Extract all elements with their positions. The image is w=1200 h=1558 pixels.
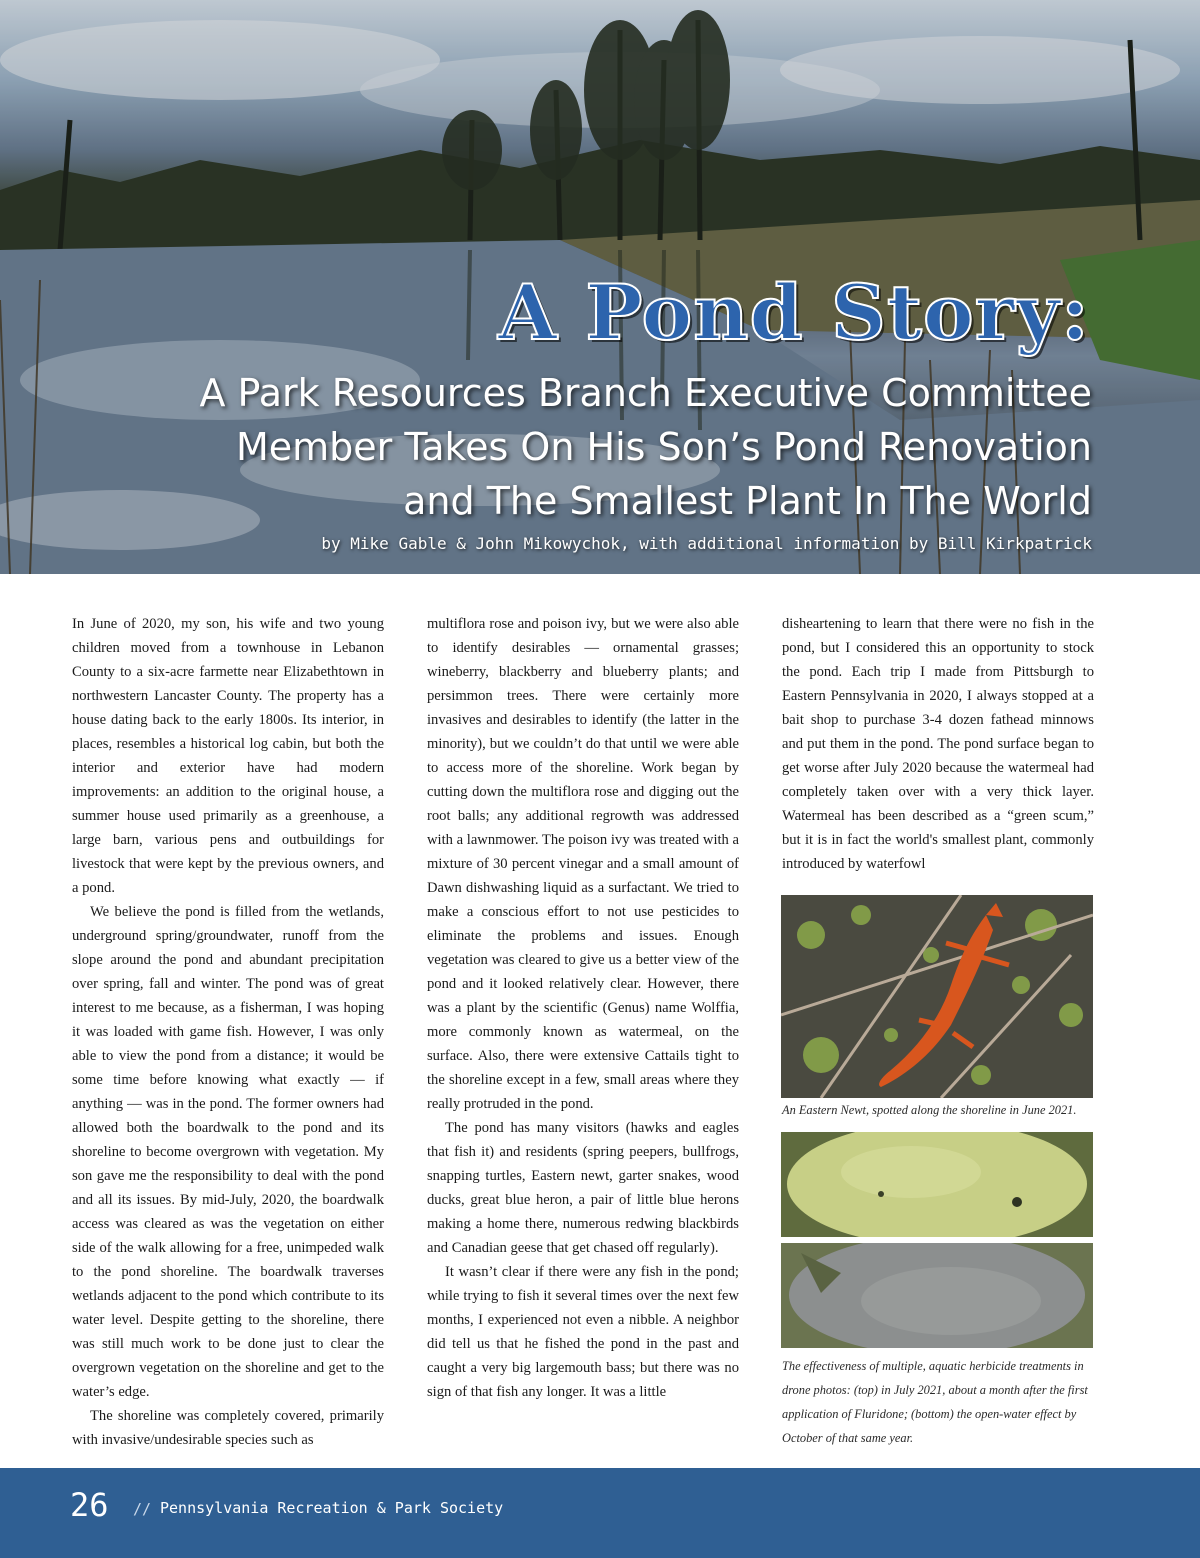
footer-separator: // — [133, 1500, 152, 1518]
paragraph: The shoreline was completely covered, primarily with invasive/undesirable species such as — [72, 1408, 384, 1448]
newt-caption: An Eastern Newt, spotted along the shoreline in June 2021. — [782, 1103, 1077, 1117]
publication-name: Pennsylvania Recreation & Park Society — [160, 1499, 504, 1517]
subtitle-line: A Park Resources Branch Executive Committee — [199, 371, 1092, 415]
article-title: A Pond Story: — [497, 268, 1090, 357]
drone-photo-october — [781, 1243, 1093, 1348]
subtitle-line: and The Smallest Plant In The World — [403, 479, 1092, 523]
hero-banner — [0, 0, 1200, 574]
article-subtitle — [12, 366, 1092, 528]
paragraph: multiflora rose and poison ivy, but we were also able to identify desirables — ornamental grasses; wineberry, blackberry and blueberry plants; and persimmon trees. There were certainly more invasives and desirables to identify (the latter in the minority), but we couldn’t do that until we were able to access more of the shoreline. Work began by cutting down the multiflora rose and digging out the root balls; any additional regrowth was addressed with a lawnmower. The poison ivy was treated with a mixture of 30 percent vinegar and a small amount of Dawn dishwashing liquid as a surfactant. We tried to make a conscious effort to not use pesticides to eliminate the problems and issues. Enough vegetation was cleared to give us a better view of the pond and it looked relatively clear. However, there was a plant by the scientific (Genus) name Wolffia, more commonly known as watermeal, on the surface. Also, there were extensive Cattails tight to the shoreline except in a few, small areas where they really protruded in the pond. — [427, 616, 739, 1112]
paragraph: In June of 2020, my son, his wife and two young children moved from a townhouse in Lebanon County to a six-acre farmette near Elizabethtown in northwestern Lancaster County. The property has a house dating back to the early 1800s. Its interior, in places, resembles a historical log cabin, but both the interior and exterior have had modern improvements: an addition to the original house, a summer house used primarily as a greenhouse, a large barn, various pens and outbuildings for livestock that were kept by the previous owners, and a pond. — [72, 616, 384, 896]
article-column-3 — [782, 612, 1094, 876]
page-number: 26 — [70, 1486, 109, 1524]
paragraph: The pond has many visitors (hawks and eagles that fish it) and residents (spring peepers, bullfrogs, snapping turtles, Eastern newt, garter snakes, wood ducks, great blue heron, a pair of little blue herons making a home there, numerous redwing blackbirds and Canadian geese that get chased off regularly). — [427, 1120, 739, 1256]
page-footer — [0, 1468, 1200, 1558]
article-column-2 — [427, 612, 739, 1404]
paragraph: disheartening to learn that there were no fish in the pond, but I considered this an opportunity to stock the pond. Each trip I made from Pittsburgh to Eastern Pennsylvania in 2020, I always stopped at a bait shop to purchase 3-4 dozen fathead minnows and put them in the pond. The pond surface began to get worse after July 2020 because the watermeal had completely taken over with a very thick layer. Watermeal has been described as a “green scum,” but it is in fact the world's smallest plant, commonly introduced by waterfowl — [782, 616, 1094, 872]
article-column-1 — [72, 612, 384, 1452]
subtitle-line: Member Takes On His Son’s Pond Renovation — [235, 425, 1092, 469]
newt-photo — [781, 895, 1093, 1098]
paragraph: We believe the pond is filled from the wetlands, underground spring/groundwater, runoff from the slope around the pond and abundant precipitation over spring, fall and winter. The pond was of great interest to me because, as a fisherman, I was hoping it was loaded with game fish. However, I was only able to view the pond from a distance; it would be some time before knowing what exactly — if anything — was in the pond. The former owners had allowed both the boardwalk to the pond and its shoreline to become overgrown with vegetation. My son gave me the responsibility to deal with the pond and all its issues. By mid-July, 2020, the boardwalk access was cleared as was the vegetation on either side of the walk allowing for a free, unimpeded walk to the pond shoreline. The boardwalk traverses wetlands adjacent to the pond which contribute to its water level. Despite getting to the shoreline, there was still much work to be done just to clear the overgrown vegetation on the shoreline and get to the water’s edge. — [72, 904, 384, 1400]
drone-photo-july — [781, 1132, 1093, 1237]
drone-caption: The effectiveness of multiple, aquatic herbicide treatments in drone photos: (top) in July 2021, about a month after the first application of Fluridone; (bottom) the open-water effect by October of that same year. — [782, 1359, 1088, 1445]
paragraph: It wasn’t clear if there were any fish in the pond; while trying to fish it several times over the next few months, I experienced not even a nibble. A neighbor did tell us that he fished the pond in the past and caught a very big largemouth bass; but there was no sign of that fish any longer. It was a little — [427, 1264, 739, 1400]
byline: by Mike Gable & John Mikowychok, with additional information by Bill Kirkpatrick — [321, 534, 1092, 553]
